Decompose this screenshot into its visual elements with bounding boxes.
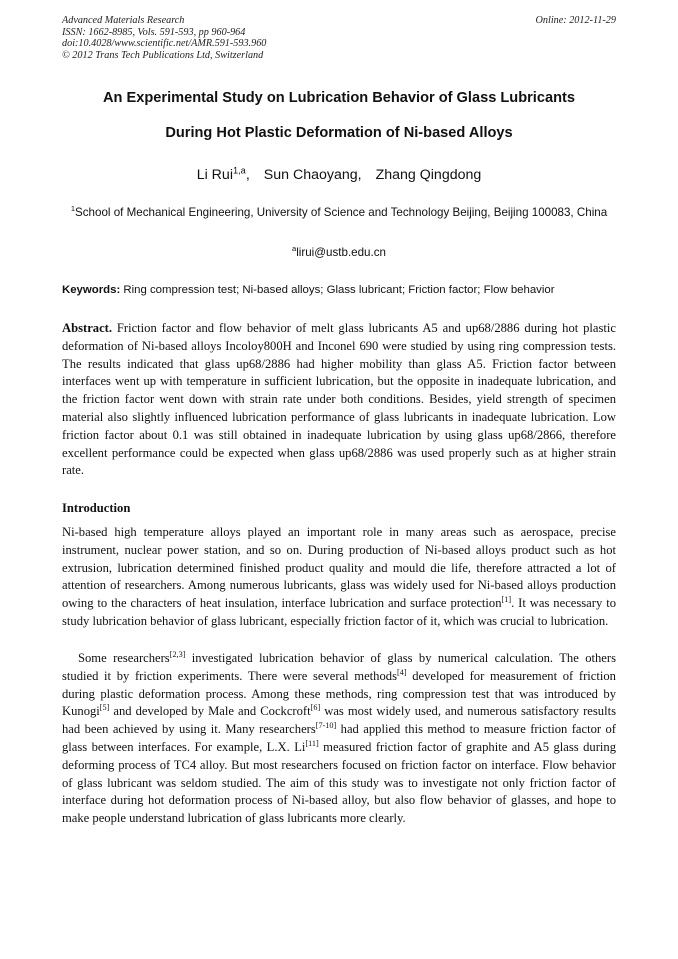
intro-p1-text-b: . It was necessary to study lubrication behavior of glass lubricant, especially friction factor of it, which was crucial to lubrication.	[62, 596, 616, 628]
citation-7-10: [7-10]	[315, 721, 337, 730]
author-1-affiliation-mark: 1,a	[232, 165, 246, 176]
journal-header	[62, 15, 616, 61]
author-3-name: Zhang Qingdong	[375, 167, 482, 183]
intro-p1-text-a: Ni-based high temperature alloys played an important role in many areas such as aerospace, precise instrument, nuclear power station, and so on. During production of Ni-based alloys product such as hot extrusion, lubrication determined finished product quality and mould die life, therefore attracted a lot of attention of researchers. Among numerous lubricants, glass was widely used for Ni-based alloys production owing to the characters of heat insulation, interface lubrication and surface protection	[62, 525, 616, 611]
intro-p2-text-e: was most widely used, and numerous satisfactory results had been achieved by using it. Many researchers	[62, 704, 616, 737]
author-1-name: Li Rui	[196, 167, 233, 183]
intro-p2-text-a: Some researchers	[78, 651, 170, 665]
citation-11: [11]	[305, 738, 319, 748]
author-2-name: Sun Chaoyang,	[263, 167, 362, 183]
intro-p2-text-g: measured friction factor of graphite and A5 glass during deforming process of TC4 alloy. But most researchers focused on friction factor on interface. Flow behavior of glass lubricant was seldom studied. The aim of this study was to investigate not only friction factor of interface during hot deformation process of Ni-based alloy, but also flow behavior of glasses, and hope to make people understand lubrication of glass lubricants more clearly.	[62, 739, 616, 826]
keywords	[62, 284, 622, 296]
title-line-2: During Hot Plastic Deformation of Ni-based Alloys	[165, 125, 513, 141]
citation-5: [5]	[99, 703, 110, 713]
intro-p2-text-c: developed for measurement of friction during plastic deformation process. Among these methods, ring compression test that was introduced by Kunogi	[62, 668, 616, 719]
citation-2-3: [2,3]	[169, 649, 186, 659]
email-mark: a	[292, 244, 297, 254]
introduction-paragraph-2	[62, 650, 616, 828]
introduction-paragraph-1	[62, 524, 616, 631]
abstract-text: Friction factor and flow behavior of melt glass lubricants A5 and up68/2886 during hot plastic deformation of Ni-based alloys Incoloy800H and Inconel 690 were studied by using ring compression tests. The results indicated that glass up68/2886 had higher mobility than glass A5. Friction factor between interfaces went up with temperature in sufficient lubrication, but the opposite in inadequate lubrication, and the friction factor went down with strain rate under both conditions. Besides, yield strength of specimen material also slightly influenced lubrication performance of glass lubricants in inadequate lubrication. Low friction factor about 0.1 was still obtained in inadequate lubrication by using glass up68/2866, therefore excellent performance could be expected when glass up68/2886 was used properly such as at higher strain rate.	[62, 321, 616, 478]
citation-1: [1]	[501, 595, 512, 604]
abstract-label: Abstract.	[62, 321, 113, 335]
intro-p2-text-d: and developed by Male and Cockcroft	[109, 704, 311, 719]
citation-4: [4]	[396, 667, 407, 677]
affiliation-text: School of Mechanical Engineering, University of Science and Technology Beijing, Beijing 100083, China	[75, 206, 608, 219]
doi-line: doi:10.4028/www.scientific.net/AMR.591-593.960	[62, 38, 267, 50]
affiliation	[62, 204, 616, 222]
intro-p2-text-b: investigated lubrication behavior of glass by numerical calculation. The others studied it by friction experiments. There were several methods	[62, 651, 616, 683]
author-list	[40, 167, 638, 183]
email-address: lirui@ustb.edu.cn	[296, 246, 386, 259]
copyright-line: © 2012 Trans Tech Publications Ltd, Switzerland	[62, 49, 264, 61]
keywords-label: Keywords:	[62, 284, 121, 296]
author-1-separator: ,	[245, 167, 250, 183]
online-date: Online: 2012-11-29	[535, 15, 616, 26]
title-line-1: An Experimental Study on Lubrication Behavior of Glass Lubricants	[103, 90, 575, 106]
citation-6: [6]	[310, 703, 321, 713]
issn-line: ISSN: 1662-8985, Vols. 591-593, pp 960-964	[62, 26, 246, 38]
author-email	[62, 246, 616, 259]
abstract	[62, 320, 616, 480]
section-heading-introduction: Introduction	[62, 501, 131, 515]
keywords-text: Ring compression test; Ni-based alloys; Glass lubricant; Friction factor; Flow behavior	[120, 284, 555, 296]
journal-name: Advanced Materials Research	[62, 15, 185, 26]
affiliation-mark: 1	[70, 204, 76, 214]
intro-p2-text-f: had applied this method to measure friction factor of glass between interfaces. For example, L.X. Li	[62, 722, 616, 754]
